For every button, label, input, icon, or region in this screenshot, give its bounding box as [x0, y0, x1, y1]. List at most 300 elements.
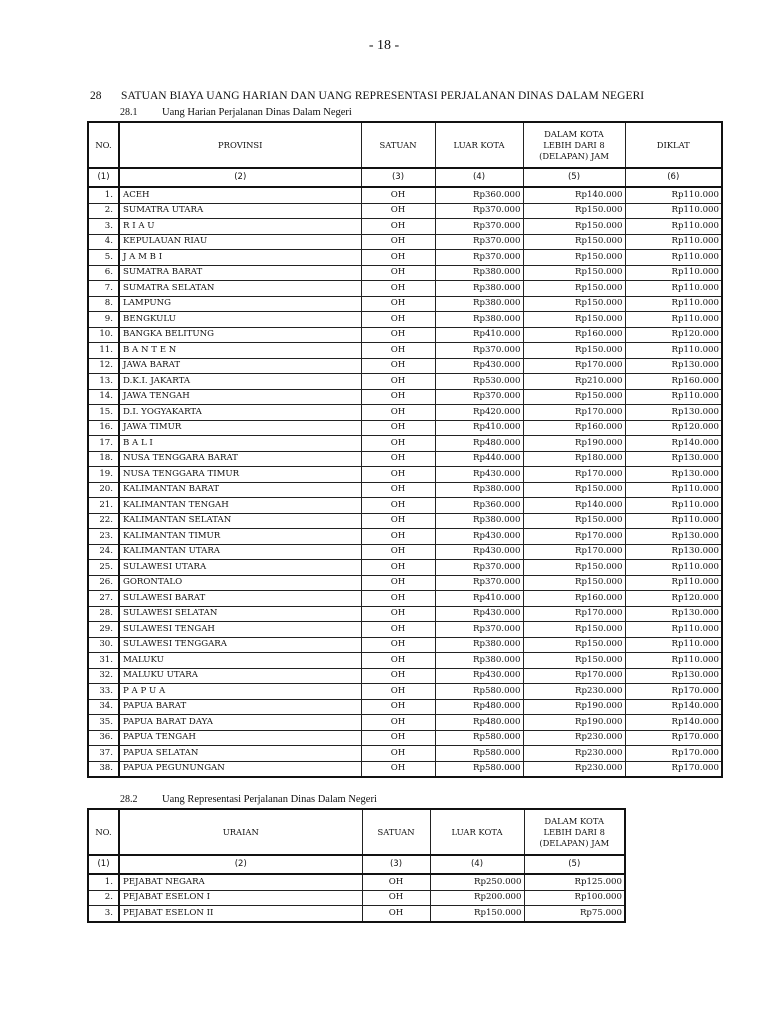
row-label: KALIMANTAN UTARA: [119, 544, 361, 560]
row-label: PAPUA PEGUNUNGAN: [119, 761, 361, 777]
row-luar-kota: Rp530.000: [435, 374, 523, 390]
row-luar-kota: Rp380.000: [435, 296, 523, 312]
row-diklat: Rp110.000: [625, 498, 722, 514]
col-header-luar-kota: LUAR KOTA: [430, 809, 524, 855]
table-row: [88, 637, 722, 653]
row-number: 32.: [88, 668, 119, 684]
row-dalam-kota: Rp170.000: [523, 529, 625, 545]
row-luar-kota: Rp370.000: [435, 560, 523, 576]
row-satuan: OH: [361, 374, 435, 390]
header-line: LEBIH DARI 8: [543, 826, 605, 837]
row-diklat: Rp130.000: [625, 529, 722, 545]
row-dalam-kota: Rp230.000: [523, 730, 625, 746]
row-diklat: Rp170.000: [625, 761, 722, 777]
table-row: [88, 606, 722, 622]
row-satuan: OH: [361, 312, 435, 328]
row-dalam-kota: Rp150.000: [523, 250, 625, 266]
table-row: [88, 513, 722, 529]
row-label: SULAWESI BARAT: [119, 591, 361, 607]
row-luar-kota: Rp430.000: [435, 668, 523, 684]
col-index: (6): [625, 168, 722, 187]
row-number: 15.: [88, 405, 119, 421]
row-label: KALIMANTAN TIMUR: [119, 529, 361, 545]
row-satuan: OH: [361, 358, 435, 374]
row-label: J A M B I: [119, 250, 361, 266]
row-luar-kota: Rp360.000: [435, 498, 523, 514]
row-satuan: OH: [361, 513, 435, 529]
row-number: 11.: [88, 343, 119, 359]
row-dalam-kota: Rp150.000: [523, 560, 625, 576]
row-luar-kota: Rp440.000: [435, 451, 523, 467]
row-luar-kota: Rp580.000: [435, 746, 523, 762]
row-number: 26.: [88, 575, 119, 591]
row-satuan: OH: [361, 591, 435, 607]
uang-representasi-table: [87, 808, 626, 923]
col-header-uraian: URAIAN: [119, 809, 362, 855]
row-diklat: Rp130.000: [625, 467, 722, 483]
table-row: [88, 436, 722, 452]
col-index: (2): [119, 855, 362, 874]
row-dalam-kota: Rp190.000: [523, 436, 625, 452]
table-row: [88, 529, 722, 545]
table-row: [88, 467, 722, 483]
row-dalam-kota: Rp170.000: [523, 405, 625, 421]
header-line: DALAM KOTA: [544, 128, 604, 139]
table-row: [88, 906, 625, 922]
row-number: 6.: [88, 265, 119, 281]
row-label: NUSA TENGGARA TIMUR: [119, 467, 361, 483]
row-dalam-kota: Rp190.000: [523, 699, 625, 715]
table-row: [88, 250, 722, 266]
row-number: 21.: [88, 498, 119, 514]
row-label: ACEH: [119, 187, 361, 203]
row-luar-kota: Rp430.000: [435, 358, 523, 374]
col-header-satuan: SATUAN: [361, 122, 435, 168]
row-dalam-kota: Rp150.000: [523, 575, 625, 591]
row-number: 2.: [88, 890, 119, 906]
row-dalam-kota: Rp100.000: [524, 890, 625, 906]
table-row: [88, 890, 625, 906]
row-diklat: Rp110.000: [625, 637, 722, 653]
uang-representasi-table-body: [88, 874, 625, 922]
uang-harian-table-body: [88, 187, 722, 777]
row-label: JAWA BARAT: [119, 358, 361, 374]
row-label: MALUKU: [119, 653, 361, 669]
subsection-heading-28-2: [120, 794, 377, 805]
row-satuan: OH: [361, 203, 435, 219]
row-dalam-kota: Rp170.000: [523, 467, 625, 483]
table-row: [88, 296, 722, 312]
table-row: [88, 420, 722, 436]
row-dalam-kota: Rp170.000: [523, 358, 625, 374]
row-dalam-kota: Rp230.000: [523, 684, 625, 700]
row-label: SUMATRA SELATAN: [119, 281, 361, 297]
row-diklat: Rp170.000: [625, 684, 722, 700]
row-luar-kota: Rp380.000: [435, 637, 523, 653]
table-row: [88, 451, 722, 467]
row-satuan: OH: [361, 637, 435, 653]
table-row: [88, 374, 722, 390]
row-diklat: Rp110.000: [625, 219, 722, 235]
table-row: [88, 234, 722, 250]
row-diklat: Rp130.000: [625, 668, 722, 684]
row-label: B A L I: [119, 436, 361, 452]
row-dalam-kota: Rp170.000: [523, 544, 625, 560]
row-diklat: Rp170.000: [625, 746, 722, 762]
row-dalam-kota: Rp150.000: [523, 265, 625, 281]
row-label: PAPUA SELATAN: [119, 746, 361, 762]
row-luar-kota: Rp370.000: [435, 622, 523, 638]
row-satuan: OH: [361, 327, 435, 343]
table-row: [88, 591, 722, 607]
row-satuan: OH: [361, 498, 435, 514]
row-satuan: OH: [361, 250, 435, 266]
row-number: 2.: [88, 203, 119, 219]
column-index-row: [88, 855, 625, 874]
row-diklat: Rp110.000: [625, 653, 722, 669]
table-row: [88, 281, 722, 297]
col-index: (3): [361, 168, 435, 187]
row-satuan: OH: [361, 560, 435, 576]
col-header-no: NO.: [88, 122, 119, 168]
row-luar-kota: Rp480.000: [435, 436, 523, 452]
row-satuan: OH: [361, 746, 435, 762]
row-satuan: OH: [361, 761, 435, 777]
row-dalam-kota: Rp150.000: [523, 653, 625, 669]
row-satuan: OH: [362, 890, 430, 906]
row-dalam-kota: Rp150.000: [523, 296, 625, 312]
row-satuan: OH: [361, 529, 435, 545]
row-luar-kota: Rp150.000: [430, 906, 524, 922]
row-satuan: OH: [361, 575, 435, 591]
row-satuan: OH: [361, 451, 435, 467]
row-luar-kota: Rp370.000: [435, 219, 523, 235]
row-diklat: Rp170.000: [625, 730, 722, 746]
row-number: 14.: [88, 389, 119, 405]
row-luar-kota: Rp360.000: [435, 187, 523, 203]
row-luar-kota: Rp380.000: [435, 281, 523, 297]
row-number: 20.: [88, 482, 119, 498]
row-number: 13.: [88, 374, 119, 390]
row-diklat: Rp160.000: [625, 374, 722, 390]
row-luar-kota: Rp380.000: [435, 513, 523, 529]
row-number: 3.: [88, 906, 119, 922]
uang-harian-table: [87, 121, 723, 778]
row-luar-kota: Rp380.000: [435, 265, 523, 281]
row-diklat: Rp130.000: [625, 544, 722, 560]
row-satuan: OH: [361, 622, 435, 638]
row-diklat: Rp110.000: [625, 343, 722, 359]
subsection-title: Uang Representasi Perjalanan Dinas Dalam Negeri: [162, 794, 377, 805]
row-diklat: Rp120.000: [625, 591, 722, 607]
table-row: [88, 746, 722, 762]
row-luar-kota: Rp430.000: [435, 544, 523, 560]
row-number: 16.: [88, 420, 119, 436]
row-luar-kota: Rp580.000: [435, 730, 523, 746]
col-header-no: NO.: [88, 809, 119, 855]
row-diklat: Rp140.000: [625, 699, 722, 715]
row-luar-kota: Rp430.000: [435, 606, 523, 622]
table-row: [88, 575, 722, 591]
row-label: KALIMANTAN BARAT: [119, 482, 361, 498]
col-header-satuan: SATUAN: [362, 809, 430, 855]
row-luar-kota: Rp370.000: [435, 343, 523, 359]
header-line: (DELAPAN) JAM: [539, 150, 609, 161]
row-label: PAPUA BARAT DAYA: [119, 715, 361, 731]
table-header-row: [88, 809, 625, 855]
col-header-dalam-kota: [524, 809, 625, 855]
subsection-number: 28.1: [120, 107, 138, 118]
row-label: NUSA TENGGARA BARAT: [119, 451, 361, 467]
row-satuan: OH: [361, 653, 435, 669]
row-dalam-kota: Rp150.000: [523, 219, 625, 235]
row-dalam-kota: Rp125.000: [524, 874, 625, 890]
row-dalam-kota: Rp230.000: [523, 761, 625, 777]
row-label: PAPUA BARAT: [119, 699, 361, 715]
row-diklat: Rp130.000: [625, 451, 722, 467]
row-satuan: OH: [361, 684, 435, 700]
row-label: MALUKU UTARA: [119, 668, 361, 684]
table-row: [88, 622, 722, 638]
row-satuan: OH: [362, 906, 430, 922]
table-row: [88, 668, 722, 684]
row-diklat: Rp110.000: [625, 187, 722, 203]
row-dalam-kota: Rp160.000: [523, 420, 625, 436]
row-diklat: Rp110.000: [625, 622, 722, 638]
row-label: PEJABAT ESELON I: [119, 890, 362, 906]
row-number: 1.: [88, 874, 119, 890]
row-number: 34.: [88, 699, 119, 715]
row-dalam-kota: Rp150.000: [523, 281, 625, 297]
table-row: [88, 327, 722, 343]
row-label: PEJABAT NEGARA: [119, 874, 362, 890]
col-header-provinsi: PROVINSI: [119, 122, 361, 168]
table-row: [88, 482, 722, 498]
row-satuan: OH: [361, 668, 435, 684]
row-dalam-kota: Rp160.000: [523, 591, 625, 607]
row-number: 19.: [88, 467, 119, 483]
table-row: [88, 203, 722, 219]
row-luar-kota: Rp380.000: [435, 653, 523, 669]
row-number: 33.: [88, 684, 119, 700]
row-satuan: OH: [361, 715, 435, 731]
table-header-row: [88, 122, 722, 168]
row-luar-kota: Rp250.000: [430, 874, 524, 890]
row-dalam-kota: Rp140.000: [523, 187, 625, 203]
col-header-diklat: DIKLAT: [625, 122, 722, 168]
row-satuan: OH: [361, 482, 435, 498]
subsection-title: Uang Harian Perjalanan Dinas Dalam Negeri: [162, 107, 352, 118]
table-row: [88, 544, 722, 560]
col-index: (5): [524, 855, 625, 874]
row-dalam-kota: Rp170.000: [523, 668, 625, 684]
row-number: 22.: [88, 513, 119, 529]
row-luar-kota: Rp410.000: [435, 420, 523, 436]
row-dalam-kota: Rp140.000: [523, 498, 625, 514]
table-row: [88, 498, 722, 514]
row-diklat: Rp110.000: [625, 203, 722, 219]
table-row: [88, 684, 722, 700]
row-label: D.K.I. JAKARTA: [119, 374, 361, 390]
col-header-dalam-kota: [523, 122, 625, 168]
row-label: JAWA TENGAH: [119, 389, 361, 405]
row-number: 27.: [88, 591, 119, 607]
row-dalam-kota: Rp160.000: [523, 327, 625, 343]
row-label: PEJABAT ESELON II: [119, 906, 362, 922]
row-diklat: Rp110.000: [625, 560, 722, 576]
row-label: SUMATRA UTARA: [119, 203, 361, 219]
row-number: 7.: [88, 281, 119, 297]
row-number: 37.: [88, 746, 119, 762]
row-luar-kota: Rp370.000: [435, 250, 523, 266]
row-number: 8.: [88, 296, 119, 312]
row-diklat: Rp110.000: [625, 389, 722, 405]
row-diklat: Rp140.000: [625, 715, 722, 731]
row-luar-kota: Rp430.000: [435, 529, 523, 545]
row-luar-kota: Rp430.000: [435, 467, 523, 483]
row-luar-kota: Rp200.000: [430, 890, 524, 906]
page-number: - 18 -: [368, 38, 400, 53]
row-dalam-kota: Rp150.000: [523, 513, 625, 529]
row-label: PAPUA TENGAH: [119, 730, 361, 746]
row-label: KALIMANTAN SELATAN: [119, 513, 361, 529]
row-number: 10.: [88, 327, 119, 343]
row-number: 25.: [88, 560, 119, 576]
row-label: LAMPUNG: [119, 296, 361, 312]
row-label: JAWA TIMUR: [119, 420, 361, 436]
row-dalam-kota: Rp150.000: [523, 234, 625, 250]
row-label: BENGKULU: [119, 312, 361, 328]
row-diklat: Rp120.000: [625, 420, 722, 436]
row-dalam-kota: Rp210.000: [523, 374, 625, 390]
row-satuan: OH: [361, 219, 435, 235]
row-number: 24.: [88, 544, 119, 560]
col-index: (4): [430, 855, 524, 874]
row-luar-kota: Rp370.000: [435, 234, 523, 250]
row-diklat: Rp130.000: [625, 358, 722, 374]
subsection-number: 28.2: [120, 794, 138, 805]
row-label: KEPULAUAN RIAU: [119, 234, 361, 250]
row-number: 38.: [88, 761, 119, 777]
row-satuan: OH: [361, 343, 435, 359]
row-label: SULAWESI SELATAN: [119, 606, 361, 622]
header-line: (DELAPAN) JAM: [539, 837, 610, 848]
row-number: 31.: [88, 653, 119, 669]
table-row: [88, 653, 722, 669]
row-label: SULAWESI TENGAH: [119, 622, 361, 638]
col-index: (1): [88, 168, 119, 187]
row-satuan: OH: [361, 730, 435, 746]
row-label: GORONTALO: [119, 575, 361, 591]
row-label: KALIMANTAN TENGAH: [119, 498, 361, 514]
header-line: LEBIH DARI 8: [543, 139, 605, 150]
table-row: [88, 874, 625, 890]
row-number: 18.: [88, 451, 119, 467]
row-diklat: Rp130.000: [625, 405, 722, 421]
row-diklat: Rp140.000: [625, 436, 722, 452]
row-luar-kota: Rp380.000: [435, 482, 523, 498]
row-number: 1.: [88, 187, 119, 203]
col-header-luar-kota: LUAR KOTA: [435, 122, 523, 168]
row-dalam-kota: Rp150.000: [523, 343, 625, 359]
row-diklat: Rp110.000: [625, 281, 722, 297]
col-index: (5): [523, 168, 625, 187]
section-title: SATUAN BIAYA UANG HARIAN DAN UANG REPRESENTASI PERJALANAN DINAS DALAM NEGERI: [121, 90, 645, 102]
row-number: 17.: [88, 436, 119, 452]
row-luar-kota: Rp580.000: [435, 684, 523, 700]
col-index: (4): [435, 168, 523, 187]
row-diklat: Rp120.000: [625, 327, 722, 343]
row-number: 12.: [88, 358, 119, 374]
row-number: 9.: [88, 312, 119, 328]
row-luar-kota: Rp420.000: [435, 405, 523, 421]
row-dalam-kota: Rp230.000: [523, 746, 625, 762]
table-row: [88, 358, 722, 374]
row-number: 23.: [88, 529, 119, 545]
row-luar-kota: Rp370.000: [435, 575, 523, 591]
col-index: (1): [88, 855, 119, 874]
row-label: D.I. YOGYAKARTA: [119, 405, 361, 421]
row-label: SUMATRA BARAT: [119, 265, 361, 281]
row-number: 5.: [88, 250, 119, 266]
row-satuan: OH: [361, 467, 435, 483]
row-number: 3.: [88, 219, 119, 235]
table-row: [88, 715, 722, 731]
row-luar-kota: Rp380.000: [435, 312, 523, 328]
col-index: (2): [119, 168, 361, 187]
row-satuan: OH: [361, 281, 435, 297]
row-dalam-kota: Rp180.000: [523, 451, 625, 467]
row-satuan: OH: [361, 606, 435, 622]
row-dalam-kota: Rp150.000: [523, 389, 625, 405]
row-label: B A N T E N: [119, 343, 361, 359]
table-row: [88, 699, 722, 715]
row-satuan: OH: [361, 265, 435, 281]
row-diklat: Rp110.000: [625, 250, 722, 266]
table-row: [88, 730, 722, 746]
section-number: 28: [90, 90, 102, 102]
section-heading: [90, 90, 644, 102]
row-label: BANGKA BELITUNG: [119, 327, 361, 343]
row-dalam-kota: Rp170.000: [523, 606, 625, 622]
row-luar-kota: Rp370.000: [435, 203, 523, 219]
row-dalam-kota: Rp150.000: [523, 312, 625, 328]
row-label: R I A U: [119, 219, 361, 235]
table-row: [88, 187, 722, 203]
row-diklat: Rp110.000: [625, 265, 722, 281]
row-satuan: OH: [361, 420, 435, 436]
row-number: 35.: [88, 715, 119, 731]
row-diklat: Rp110.000: [625, 482, 722, 498]
row-number: 28.: [88, 606, 119, 622]
row-dalam-kota: Rp75.000: [524, 906, 625, 922]
table-row: [88, 265, 722, 281]
row-satuan: OH: [361, 296, 435, 312]
row-dalam-kota: Rp150.000: [523, 482, 625, 498]
row-satuan: OH: [361, 544, 435, 560]
row-luar-kota: Rp370.000: [435, 389, 523, 405]
row-dalam-kota: Rp150.000: [523, 203, 625, 219]
row-satuan: OH: [361, 187, 435, 203]
table-row: [88, 219, 722, 235]
row-luar-kota: Rp480.000: [435, 699, 523, 715]
row-diklat: Rp110.000: [625, 234, 722, 250]
table-row: [88, 560, 722, 576]
column-index-row: [88, 168, 722, 187]
table-row: [88, 312, 722, 328]
row-satuan: OH: [361, 405, 435, 421]
row-diklat: Rp110.000: [625, 575, 722, 591]
